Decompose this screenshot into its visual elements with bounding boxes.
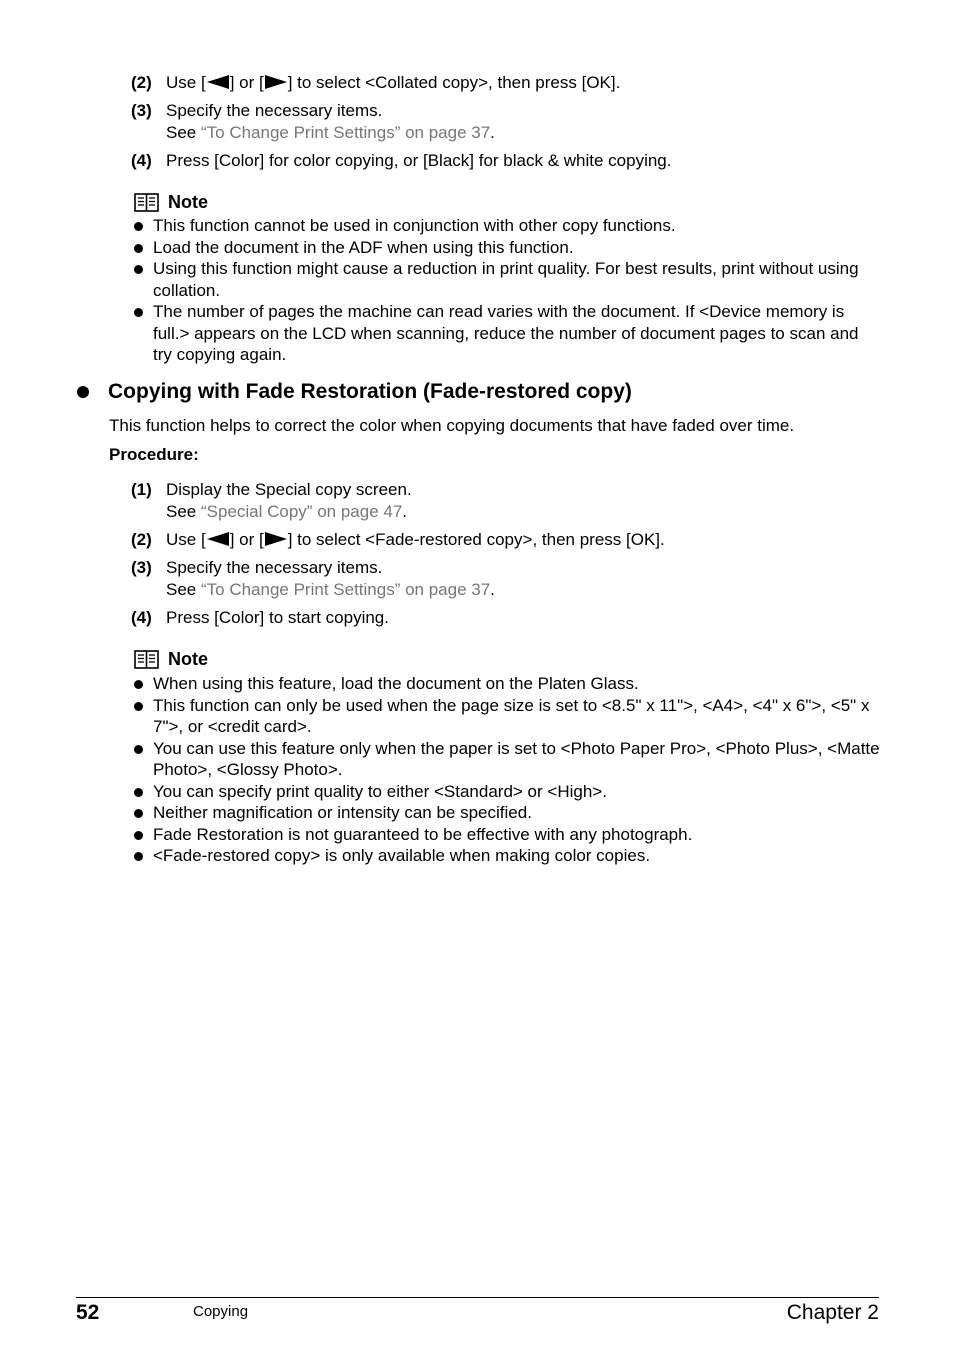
right-arrow-button-icon bbox=[265, 75, 287, 89]
step-number: (3) bbox=[131, 558, 152, 577]
link-print-settings[interactable]: “To Change Print Settings” on page 37 bbox=[200, 580, 491, 599]
procedure-label: Procedure: bbox=[109, 445, 199, 464]
step-number: (4) bbox=[131, 151, 152, 170]
note-item: This function can only be used when the page size is set to <8.5" x 11">, <A4>, <4" x 6">, <5" x 7">, or <credit card>. bbox=[131, 695, 881, 738]
left-arrow-button-icon bbox=[207, 532, 229, 546]
note-list bbox=[131, 215, 881, 366]
note-label: Note bbox=[168, 648, 208, 669]
link-special-copy[interactable]: “Special Copy” on page 47 bbox=[200, 502, 403, 521]
section-intro: This function helps to correct the color when copying documents that have faded over time. bbox=[109, 416, 795, 435]
note-book-icon bbox=[134, 650, 159, 669]
step-number: (2) bbox=[131, 530, 152, 549]
note-book-icon bbox=[134, 193, 159, 212]
section-heading: Copying with Fade Restoration (Fade-restored copy) bbox=[77, 380, 632, 404]
left-arrow-button-icon bbox=[207, 75, 229, 89]
footer-chapter: Chapter 2 bbox=[786, 1301, 879, 1324]
note-heading bbox=[134, 190, 208, 214]
note-item: Using this function might cause a reduction in print quality. For best results, print without using collation. bbox=[131, 258, 881, 301]
note-label: Note bbox=[168, 191, 208, 212]
note-item: Neither magnification or intensity can be specified. bbox=[131, 802, 881, 824]
step-number: (2) bbox=[131, 73, 152, 92]
step-number: (1) bbox=[131, 480, 152, 499]
note-heading bbox=[134, 647, 208, 671]
note-item: <Fade-restored copy> is only available when making color copies. bbox=[131, 845, 881, 867]
page-number: 52 bbox=[76, 1301, 100, 1324]
note-item: The number of pages the machine can read varies with the document. If <Device memory is full.> appears on the LCD when scanning, reduce the number of document pages to scan and try copying again. bbox=[131, 301, 881, 366]
footer-divider bbox=[76, 1297, 879, 1298]
note-item: Fade Restoration is not guaranteed to be effective with any photograph. bbox=[131, 824, 881, 846]
footer-section-name: Copying bbox=[193, 1303, 249, 1320]
note-item: This function cannot be used in conjunction with other copy functions. bbox=[131, 215, 881, 237]
right-arrow-button-icon bbox=[265, 532, 287, 546]
note-list bbox=[131, 673, 881, 867]
note-item: Load the document in the ADF when using this function. bbox=[131, 237, 881, 259]
step-number: (3) bbox=[131, 101, 152, 120]
note-item: When using this feature, load the document on the Platen Glass. bbox=[131, 673, 881, 695]
note-item: You can specify print quality to either <Standard> or <High>. bbox=[131, 781, 881, 803]
link-print-settings[interactable]: “To Change Print Settings” on page 37 bbox=[200, 123, 491, 142]
step-number: (4) bbox=[131, 608, 152, 627]
bullet-icon bbox=[77, 386, 89, 398]
note-item: You can use this feature only when the paper is set to <Photo Paper Pro>, <Photo Plus>, <Matte Photo>, <Glossy Photo>. bbox=[131, 738, 881, 781]
